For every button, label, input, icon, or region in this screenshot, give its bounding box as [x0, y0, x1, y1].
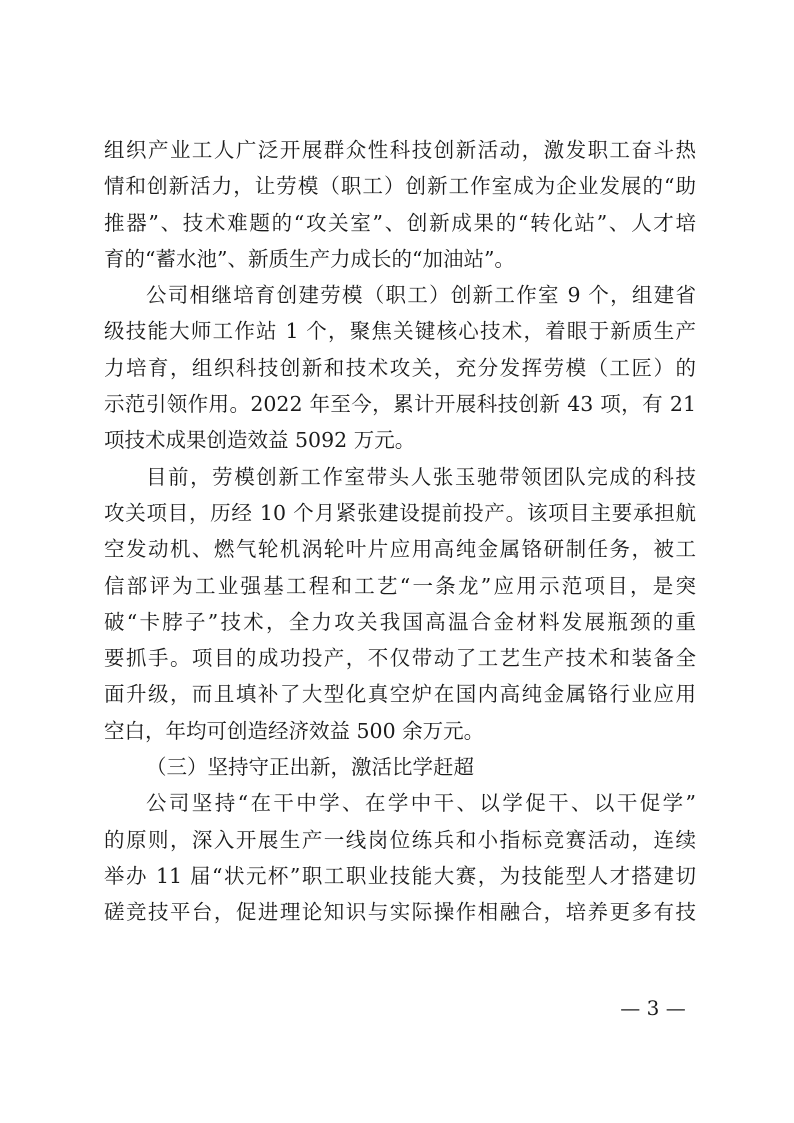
text-line: 要抓手。项目的成功投产，不仅带动了工艺生产技术和装备全	[104, 646, 696, 671]
text-line: 信部评为工业强基工程和工艺“一条龙”应用示范项目，是突	[104, 573, 696, 598]
text-line: 示范引领作用。2022 年至今，累计开展科技创新 43 项，有 21	[104, 392, 696, 417]
text-line: 组织产业工人广泛开展群众性科技创新活动，激发职工奋斗热	[104, 138, 696, 162]
text-line: 项技术成果创造效益 5092 万元。	[104, 428, 416, 453]
paragraph-first-line: 公司相继培育创建劳模（职工）创新工作室 9 个，组建省	[146, 283, 696, 308]
text-line: 力培育，组织科技创新和技术攻关，充分发挥劳模（工匠）的	[104, 355, 696, 380]
text-line: 破“卡脖子”技术，全力攻关我国高温合金材料发展瓶颈的重	[104, 609, 696, 634]
text-line: 空发动机、燃气轮机涡轮叶片应用高纯金属铬研制任务，被工	[104, 537, 696, 562]
section-heading: （三）坚持守正出新，激活比学赶超	[146, 755, 474, 780]
text-line: 空白，年均可创造经济效益 500 余万元。	[104, 718, 485, 743]
page-number: — 3 —	[620, 996, 686, 1020]
text-line: 面升级，而且填补了大型化真空炉在国内高纯金属铬行业应用	[104, 682, 696, 707]
text-line: 的原则，深入开展生产一线岗位练兵和小指标竞赛活动，连续	[104, 827, 696, 852]
paragraph-first-line: 目前，劳模创新工作室带头人张玉驰带领团队完成的科技	[146, 464, 696, 489]
text-line: 攻关项目，历经 10 个月紧张建设提前投产。该项目主要承担航	[104, 500, 696, 525]
text-line: 级技能大师工作站 1 个，聚焦关键核心技术，着眼于新质生产	[104, 319, 696, 344]
text-line: 育的“蓄水池”、新质生产力成长的“加油站”。	[104, 246, 515, 271]
paragraph-first-line: 公司坚持“在干中学、在学中干、以学促干、以干促学”	[146, 791, 696, 816]
text-line: 举办 11 届“状元杯”职工职业技能大赛，为技能型人才搭建切	[104, 863, 696, 888]
text-line: 推器”、技术难题的“攻关室”、创新成果的“转化站”、人才培	[104, 210, 696, 235]
text-line: 磋竞技平台，促进理论知识与实际操作相融合，培养更多有技	[104, 900, 696, 925]
text-line: 情和创新活力，让劳模（职工）创新工作室成为企业发展的“助	[104, 174, 696, 199]
body-text	[104, 132, 696, 931]
